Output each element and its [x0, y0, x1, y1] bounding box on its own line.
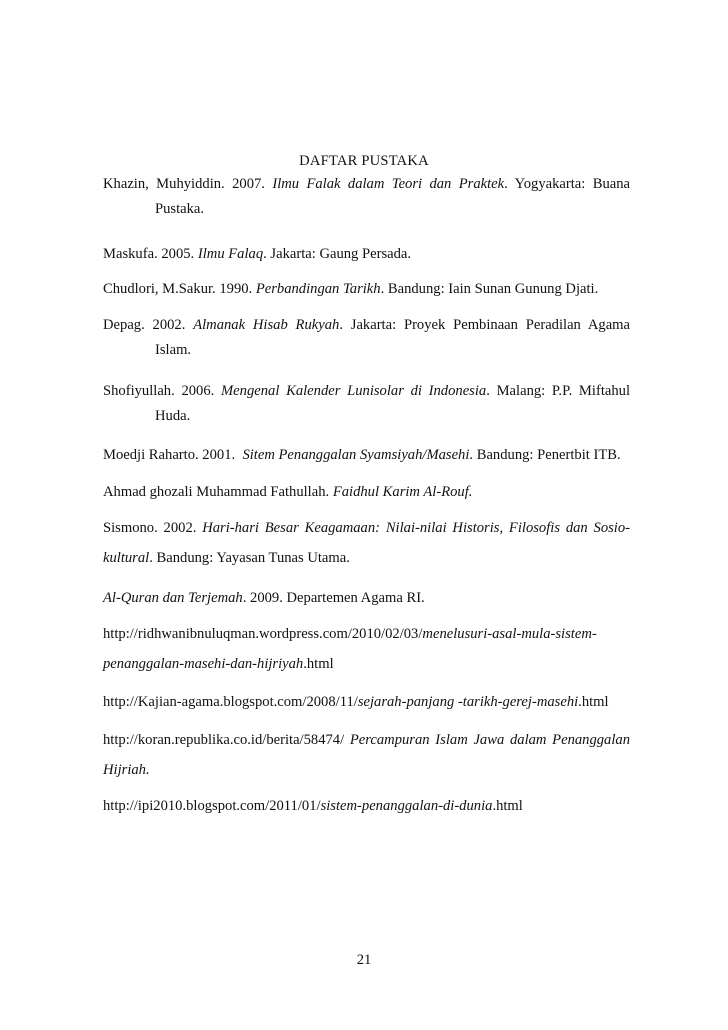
entry-text: . Jakarta: Gaung Persada. [263, 246, 412, 262]
bibliography-entry [103, 692, 630, 713]
bibliography-entry [103, 482, 630, 503]
entry-link[interactable]: http://koran.republika.co.id/berita/58474/ [103, 732, 350, 748]
entry-text: Maskufa. 2005. [103, 246, 198, 262]
entry-text: Shofiyullah. 2006. [103, 383, 222, 399]
entry-line [103, 518, 630, 539]
entry-title: kultural [103, 550, 150, 566]
bibliography-entry [103, 588, 630, 609]
entry-title: Perbandingan Tarikh [255, 281, 381, 297]
bibliography-entry [103, 730, 630, 781]
entry-line [103, 760, 630, 781]
entry-text: .html [303, 656, 334, 672]
bibliography-entry [103, 624, 630, 675]
entry-line [103, 445, 630, 466]
entry-text: Huda. [155, 408, 191, 424]
entry-title: sejarah-panjang -tarikh-gerej-masehi [357, 694, 579, 710]
entry-line [103, 279, 630, 300]
entry-line [103, 548, 630, 569]
entry-line [103, 796, 630, 817]
entry-title: Almanak Hisab Rukyah [193, 317, 340, 333]
entry-text: Ahmad ghozali Muhammad Fathullah. [103, 484, 333, 500]
bibliography-entry [103, 244, 630, 265]
entry-line [103, 588, 630, 609]
entry-line [103, 381, 630, 402]
entry-line [103, 406, 630, 427]
entry-title: Percampuran Islam Jawa dalam Penanggalan [349, 732, 630, 748]
entry-line [103, 340, 630, 361]
entry-title: Faidhul Karim Al-Rouf. [332, 484, 473, 500]
entry-line [103, 624, 630, 645]
entry-line [103, 174, 630, 195]
bibliography-entry [103, 445, 630, 466]
entry-text: . Malang: P.P. Miftahul [486, 383, 630, 399]
entry-title: Hijriah. [103, 762, 150, 778]
entry-text: Islam. [155, 342, 192, 358]
bibliography-entry [103, 174, 630, 220]
entry-text: Chudlori, M.Sakur. 1990. [103, 281, 256, 297]
entry-text: . Bandung: Yayasan Tunas Utama. [149, 550, 350, 566]
entry-title: Sitem Penanggalan Syamsiyah/Masehi [242, 447, 470, 463]
entry-line [103, 199, 630, 220]
entry-link[interactable]: http://Kajian-agama.blogspot.com/2008/11/ [103, 694, 358, 710]
entry-text: . 2009. Departemen Agama RI. [242, 590, 425, 606]
entry-title: penanggalan-masehi-dan-hijriyah [103, 656, 304, 672]
page-title: DAFTAR PUSTAKA [299, 153, 429, 169]
entry-text: . Bandung: Iain Sunan Gunung Djati. [380, 281, 599, 297]
entry-text: Pustaka. [155, 201, 205, 217]
entry-title: sistem-penanggalan-di-dunia [320, 798, 493, 814]
entry-line [103, 244, 630, 265]
entry-text: Moedji Raharto. 2001. [103, 447, 243, 463]
entry-link[interactable]: http://ridhwanibnuluqman.wordpress.com/2010/02/03/ [103, 626, 423, 642]
entry-line [103, 730, 630, 751]
entry-line [103, 315, 630, 336]
entry-text: . Yogyakarta: Buana [504, 176, 630, 192]
bibliography-entry [103, 518, 630, 569]
entry-text: Khazin, Muhyiddin. 2007. [103, 176, 273, 192]
entry-text: . Bandung: Penertbit ITB. [469, 447, 621, 463]
bibliography-entry [103, 796, 630, 817]
entry-title: menelusuri-asal-mula-sistem- [422, 626, 597, 642]
bibliography-entry [103, 279, 630, 300]
entry-text: Depag. 2002. [103, 317, 194, 333]
entry-line [103, 482, 630, 503]
page-number: 21 [356, 952, 372, 968]
entry-text: .html [578, 694, 609, 710]
bibliography-entry [103, 315, 630, 361]
entry-text: .html [492, 798, 523, 814]
entry-text: Sismono. 2002. [103, 520, 203, 536]
entry-line [103, 654, 630, 675]
bibliography-entry [103, 381, 630, 427]
entry-link[interactable]: http://ipi2010.blogspot.com/2011/01/ [103, 798, 321, 814]
entry-text: . Jakarta: Proyek Pembinaan Peradilan Agama [339, 317, 630, 333]
entry-line [103, 692, 630, 713]
entry-title: Al-Quran dan Terjemah [103, 590, 243, 606]
entry-title: Ilmu Falak dalam Teori dan Praktek [272, 176, 505, 192]
entry-title: Ilmu Falaq [197, 246, 264, 262]
entry-title: Hari-hari Besar Keagamaan: Nilai-nilai Historis, Filosofis dan Sosio- [202, 520, 631, 536]
entry-title: Mengenal Kalender Lunisolar di Indonesia [221, 383, 487, 399]
